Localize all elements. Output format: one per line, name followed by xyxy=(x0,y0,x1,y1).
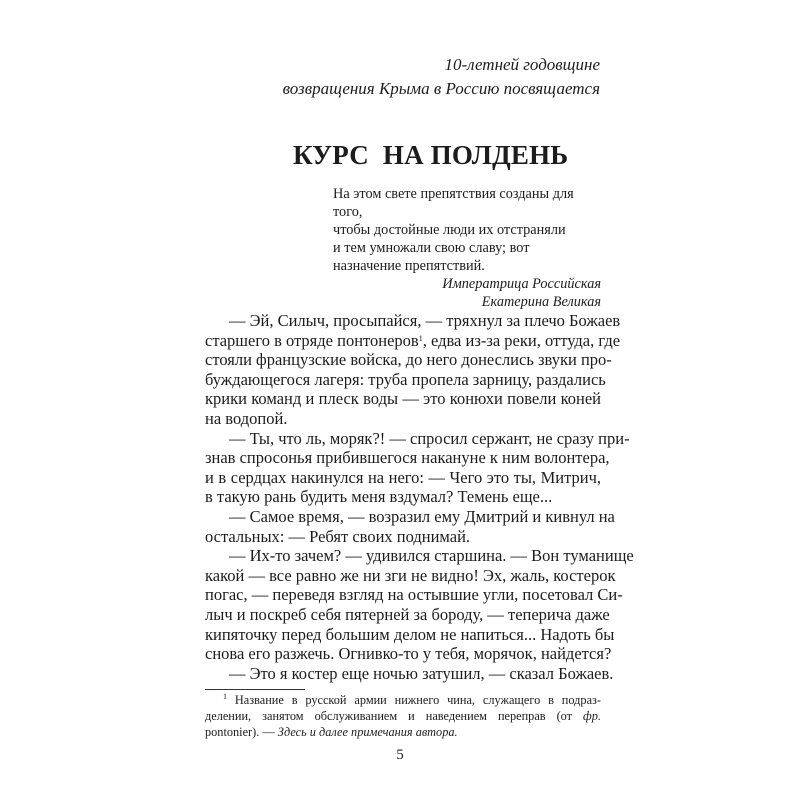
text-line: — Их-то зачем? — удивился старшина. — Вон туманище xyxy=(229,546,634,566)
text-line: — Ты, что ль, моряк?! — спросил сержант, не сразу при- xyxy=(229,428,630,448)
footnote-mark: 1 xyxy=(223,692,227,701)
chapter-title: КУРС НА ПОЛДЕНЬ xyxy=(293,140,569,170)
footnote-line xyxy=(205,724,601,740)
text-line xyxy=(205,330,621,351)
text-line: буждающегося лагеря: труба пропела зарницу, раздались xyxy=(205,369,606,389)
text-fragment: , едва из-за реки, оттуда, где xyxy=(422,330,621,350)
text-line: и в сердцах накинулся на него: — Чего это ты, Митрич, xyxy=(205,467,601,487)
text-line: — Самое время, — возразил ему Дмитрий и кивнул на xyxy=(229,506,615,526)
text-line: — Это я костер еще ночью затушил, — сказал Божаев. xyxy=(229,663,614,683)
footnote-line xyxy=(205,692,601,708)
epigraph-attribution: Императрица Российская xyxy=(442,276,601,292)
footnote xyxy=(205,692,601,740)
text-line: снова его разжечь. Огнивко-то у тебя, морячок, найдется? xyxy=(205,644,612,664)
epigraph-line: чтобы достойные люди их отстраняли xyxy=(333,222,566,238)
text-line: лыч и поскреб себя пятерней за бороду, — теперича даже xyxy=(205,604,610,624)
text-line: знав спросонья прибившегося накануне к ним волонтера, xyxy=(205,448,610,468)
text-line: крики команд и плеск воды — это конюхи повели коней xyxy=(205,389,601,409)
text-line: в такую рань будить меня вздумал? Темень еще... xyxy=(205,487,553,507)
epigraph xyxy=(333,185,601,311)
epigraph-attribution: Екатерина Великая xyxy=(481,294,601,310)
body-text xyxy=(205,311,634,683)
epigraph-line: назначение препятствий. xyxy=(333,258,485,274)
footnote-divider xyxy=(205,689,305,690)
text-line: какой — все равно же ни зги не видно! Эх, жаль, костерок xyxy=(205,565,616,585)
text-line: — Эй, Силыч, просыпайся, — тряхнул за плечо Божаев xyxy=(229,311,621,330)
text-line: погас, — переведя взгляд на остывшие угли, посетовал Си- xyxy=(205,585,623,605)
text-line: кипяточку перед большим делом не напиться... Надоть бы xyxy=(205,624,615,644)
footnote-text: Название в русской армии нижнего чина, служащего в подраз- xyxy=(234,693,601,707)
footnote-text: делении, занятом обслуживанием и наведением переправ (от xyxy=(205,709,584,723)
footnote-text: pontonier). — xyxy=(205,725,278,739)
dedication-line: 10-летней годовщине xyxy=(444,55,600,74)
footnote-italic: Здесь и далее примечания автора. xyxy=(277,725,458,739)
footnote-line xyxy=(205,708,601,724)
text-line: остальных: — Ребят своих поднимай. xyxy=(205,526,471,546)
text-fragment: старшего в отряде понтонеров xyxy=(205,330,419,350)
epigraph-line: и тем умножали свою славу; вот xyxy=(333,240,530,256)
epigraph-line: На этом свете препятствия созданы для того, xyxy=(333,186,574,220)
text-line: на водопой. xyxy=(205,408,288,428)
footnote-italic: фр. xyxy=(583,709,601,723)
text-line: стояли французские войска, до него донеслись звуки про- xyxy=(205,350,612,370)
dedication-line: возвращения Крыма в Россию посвящается xyxy=(282,79,600,98)
page-number: 5 xyxy=(396,747,404,763)
footnote-ref[interactable]: 1 xyxy=(418,333,423,343)
